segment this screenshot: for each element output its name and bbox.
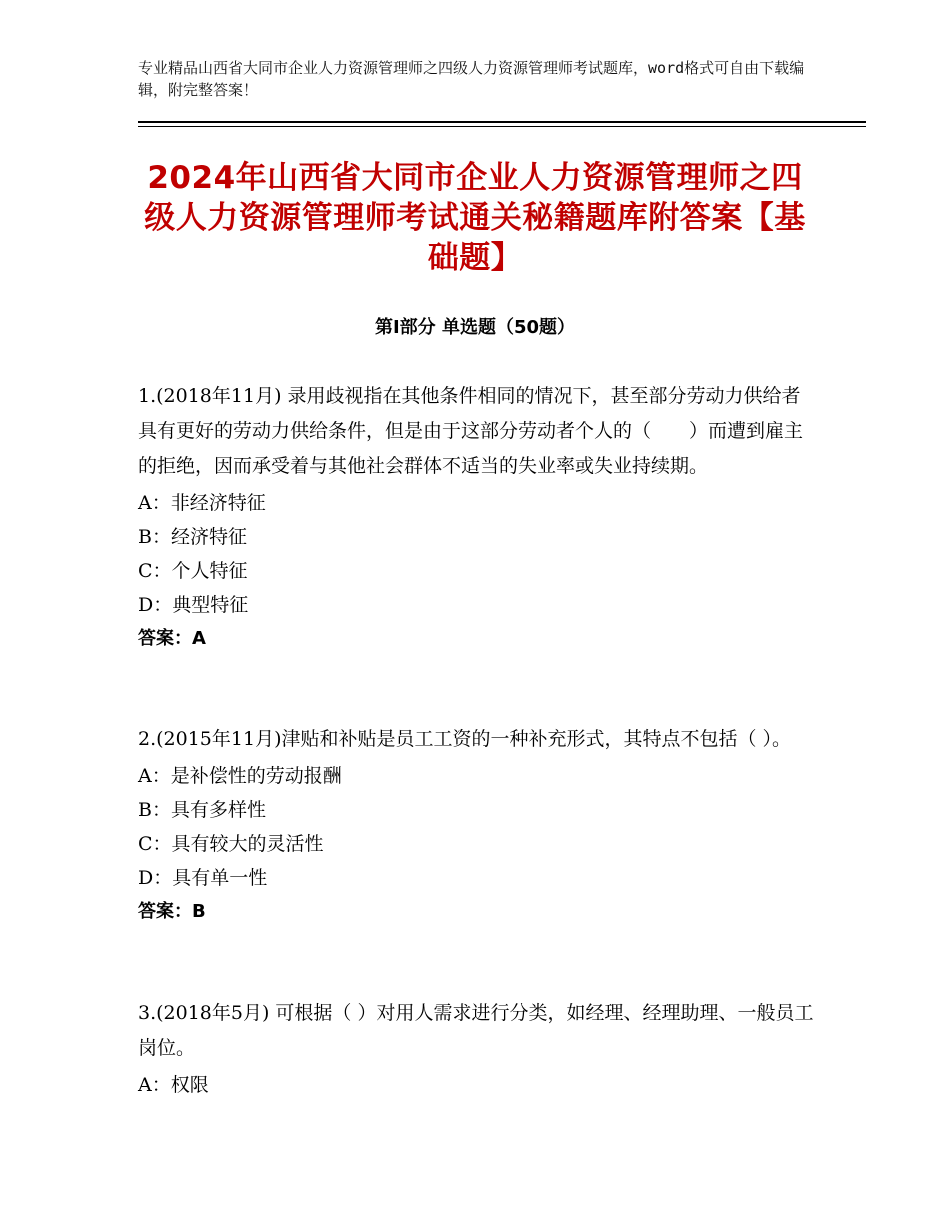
option-d: D：具有单一性 [138, 867, 268, 889]
section-heading: 第Ⅰ部分 单选题（50题） [374, 317, 575, 338]
option-a: A：非经济特征 [138, 492, 266, 514]
question-stem: 3.(2018年5月) 可根据（ ）对用人需求进行分类，如经理、经理助理、一般员工岗位。 [138, 1002, 814, 1059]
header-rule-thin [138, 126, 866, 127]
question-stem: 1.(2018年11月) 录用歧视指在其他条件相同的情况下，甚至部分劳动力供给者具有更好的劳动力供给条件，但是由于这部分劳动者个人的（ ）而遭到雇主的拒绝，因而承受着与其他社会群体不适当的失业率或失业持续期。 [138, 385, 804, 477]
option-a: A：是补偿性的劳动报酬 [138, 765, 342, 787]
question-2 [138, 722, 814, 929]
answer: 答案：B [138, 901, 206, 922]
header-note: 专业精品山西省大同市企业人力资源管理师之四级人力资源管理师考试题库，word格式可自由下载编辑，附完整答案！ [138, 59, 805, 99]
header-rule-thick [138, 121, 866, 123]
question-3 [138, 996, 814, 1102]
option-b: B：具有多样性 [138, 799, 266, 821]
option-c: C：具有较大的灵活性 [138, 833, 324, 855]
option-b: B：经济特征 [138, 526, 247, 548]
option-c: C：个人特征 [138, 560, 248, 582]
question-stem: 2.(2015年11月)津贴和补贴是员工工资的一种补充形式，其特点不包括（ ）。 [138, 728, 792, 750]
document-title: 2024年山西省大同市企业人力资源管理师之四级人力资源管理师考试通关秘籍题库附答案【基础题】 [144, 160, 806, 276]
option-d: D：典型特征 [138, 594, 249, 616]
answer: 答案：A [138, 628, 206, 649]
question-1 [138, 379, 814, 656]
option-a: A：权限 [138, 1074, 209, 1096]
